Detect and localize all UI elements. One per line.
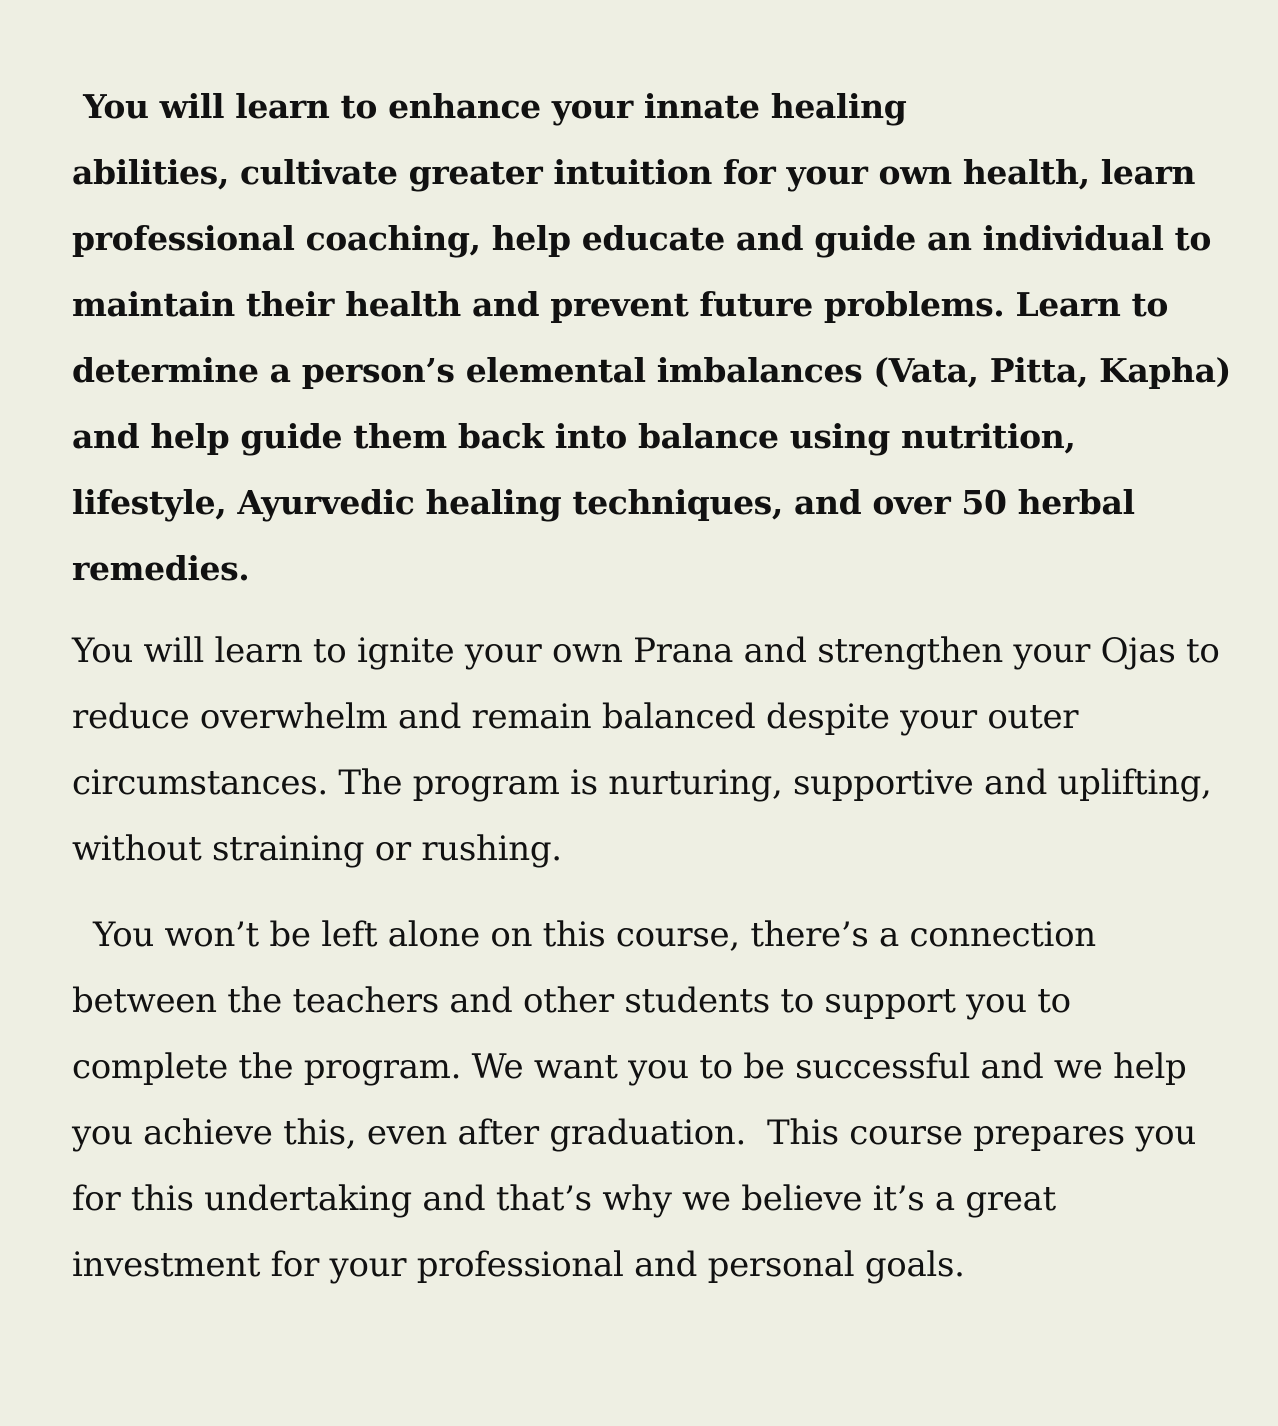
support-paragraph: You won’t be left alone on this course, there’s a connection between the teachers and other students to support you to complete the program. We want you to be successful and we help you achieve this, even after graduation. This course prepares you for this undertaking and that’s why we believe it’s a great investment for your professional and personal goals. [72,915,1207,1285]
intro-paragraph: You will learn to enhance your innate healing abilities, cultivate greater intuition for your own health, learn professional coaching, help educate and guide an individual to maintain their health and prevent future problems. Learn to determine a person’s elemental imbalances (Vata, Pitta, Kapha) and help guide them back into balance using nutrition, lifestyle, Ayurvedic healing techniques, and over 50 herbal remedies. [72,87,1231,588]
content-area [72,74,1232,1298]
prana-paragraph: You will learn to ignite your own Prana and strengthen your Ojas to reduce overwhelm and remain balanced despite your outer circumstances. The program is nurturing, supportive and uplifting, without straining or rushing. [72,631,1231,869]
